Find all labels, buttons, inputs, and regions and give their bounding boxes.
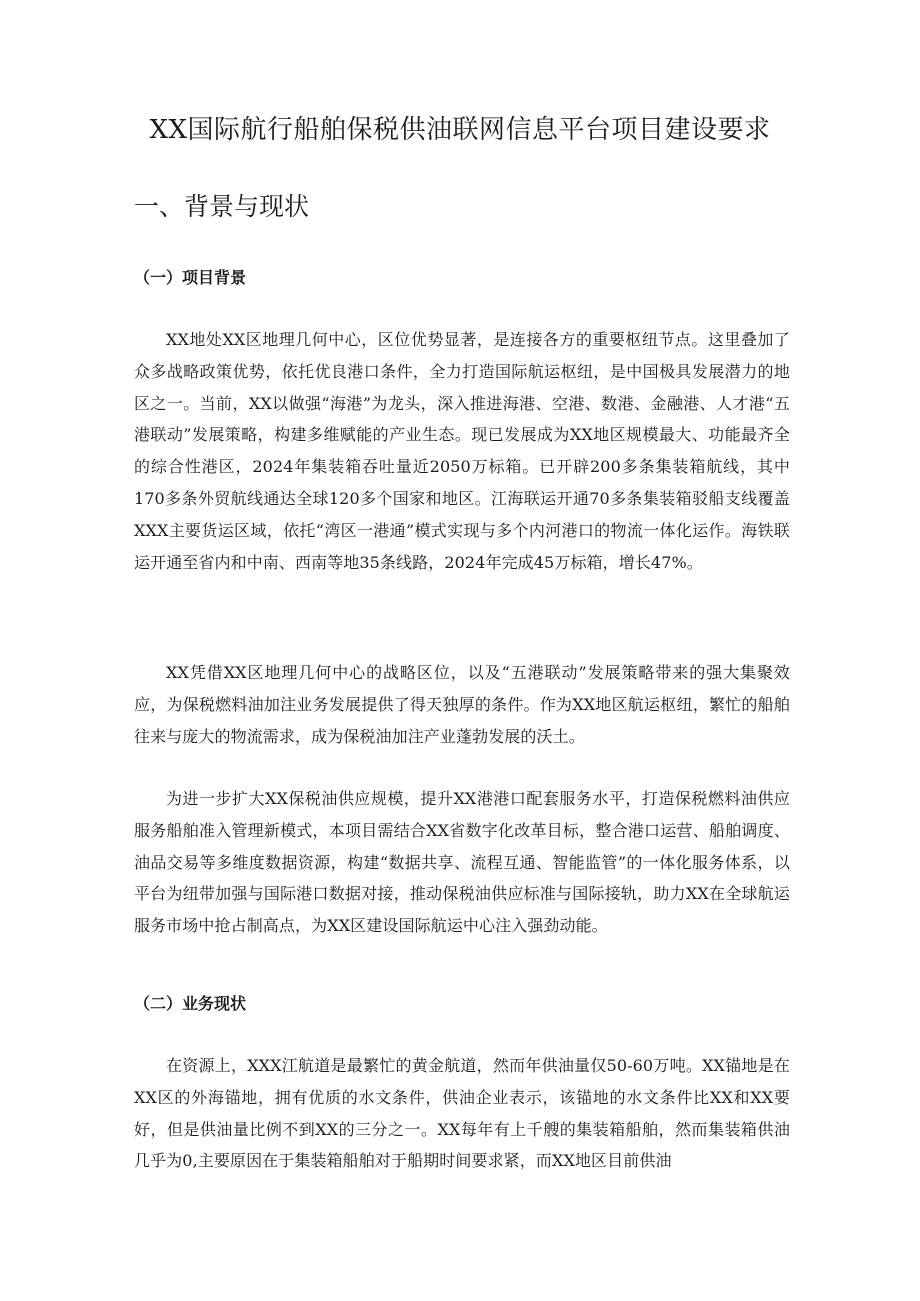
- subsection-heading-project-background: （一）项目背景: [134, 268, 247, 287]
- paragraph: 为进一步扩大XX保税油供应规模，提升XX港港口配套服务水平，打造保税燃料油供应服务船舶准入管理新模式，本项目需结合XX省数字化改革目标，整合港口运营、船舶调度、油品交易等多维度数据资源，构建“数据共享、流程互通、智能监管”的一体化服务体系，以平台为纽带加强与国际港口数据对接，推动保税油供应标准与国际接轨，助力XX在全球航运服务市场中抢占制高点，为XX区建设国际航运中心注入强劲动能。: [134, 789, 790, 936]
- paragraph: XX地处XX区地理几何中心，区位优势显著，是连接各方的重要枢纽节点。这里叠加了众多战略政策优势，依托优良港口条件，全力打造国际航运枢纽，是中国极具发展潜力的地区之一。当前，XX以做强“海港”为龙头，深入推进海港、空港、数港、金融港、人才港“五港联动”发展策略，构建多维赋能的产业生态。现已发展成为XX地区规模最大、功能最齐全的综合性港区，2024年集装箱吞吐量近2050万标箱。已开辟200多条集装箱航线，其中170多条外贸航线通达全球120多个国家和地区。江海联运开通70多条集装箱驳船支线覆盖XXX主要货运区域，依托“湾区一港通”模式实现与多个内河港口的物流一体化运作。海铁联运开通至省内和中南、西南等地35条线路，2024年完成45万标箱，增长47%。: [134, 330, 790, 572]
- paragraph: 在资源上，XXX江航道是最繁忙的黄金航道，然而年供油量仅50-60万吨。XX锚地是在XX区的外海锚地，拥有优质的水文条件，供油企业表示，该锚地的水文条件比XX和XX要好，但是供油量比例不到XX的三分之一。XX每年有上千艘的集装箱船舶，然而集装箱供油几乎为0,主要原因在于集装箱船舶对于船期时间要求紧，而XX地区目前供油: [134, 1056, 790, 1171]
- section-heading-background: 一、背景与现状: [134, 192, 310, 221]
- paragraph: XX凭借XX区地理几何中心的战略区位，以及“五港联动”发展策略带来的强大集聚效应，为保税燃料油加注业务发展提供了得天独厚的条件。作为XX地区航运枢纽，繁忙的船舶往来与庞大的物流需求，成为保税油加注产业蓬勃发展的沃土。: [134, 663, 790, 746]
- subsection-heading-business-status: （二）业务现状: [134, 994, 247, 1013]
- document-title: XX国际航行船舶保税供油联网信息平台项目建设要求: [149, 115, 771, 145]
